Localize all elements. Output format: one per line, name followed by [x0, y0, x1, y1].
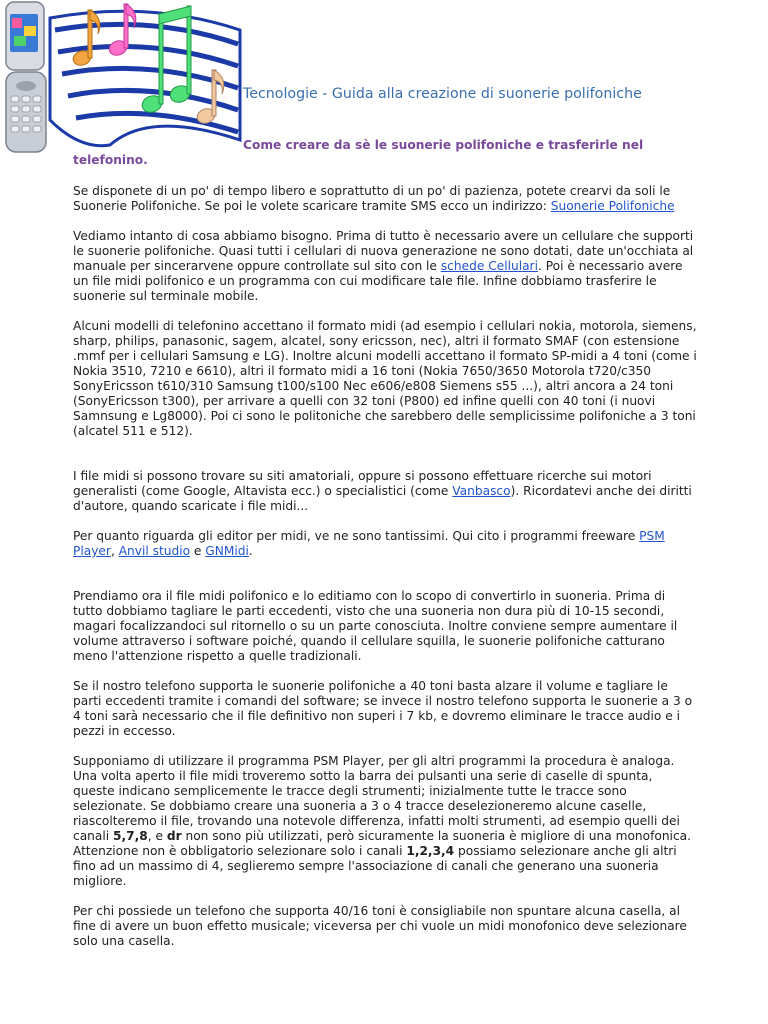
paragraph-5: [73, 529, 697, 559]
paragraph-5-text: Per quanto riguarda gli editor per midi, ve ne sono tantissimi. Qui cito i programmi freeware: [73, 529, 640, 543]
suonerie-polifoniche-link[interactable]: Suonerie Polifoniche: [550, 199, 675, 213]
paragraph-8-text-b: , e: [147, 829, 167, 843]
paragraph-8-text-c: non sono più utilizzati, però sicuramente la suoneria è migliore di una monofonica. Attenzione non è obbligatorio selezionare solo i canali: [73, 829, 691, 858]
paragraph-5-separator-1: ,: [110, 544, 119, 558]
paragraph-9: Per chi possiede un telefono che supporta 40/16 toni è consigliabile non spuntare alcuna casella, al fine di avere un buon effetto musicale; viceversa per chi vuole un midi monofonico deve selezionare solo una casella.: [73, 904, 687, 948]
paragraph-8-text-a: Supponiamo di utilizzare il programma PSM Player, per gli altri programmi la procedura è analoga. Una volta aperto il file midi troveremo sotto la barra dei pulsanti una serie di caselle di spunta, queste indicano semplicemente le tracce degli strumenti; inizialmente tutte le tracce sono selezionate. Se dobbiamo creare una suoneria a 3 o 4 tracce deselezioneremo alcune caselle, riascolteremo il file, trovando una notevole differenza, infatti molti strumenti, ad esempio quelli dei canali: [73, 754, 680, 843]
paragraph-3: Alcuni modelli di telefonino accettano il formato midi (ad esempio i cellulari nokia, motorola, siemens, sharp, philips, panasonic, sagem, alcatel, sony ericsson, nec), altri il formato SMAF (con estensione .mmf per i cellulari Samsung e LG). Inoltre alcuni modelli accettano il formato SP-midi a 4 toni (come i Nokia 3510, 7210 e 6610), altri il formato midi a 16 toni (Nokia 7650/3650 Motorola t720/c350 SonyEricsson t610/310 Samsung t100/s100 Nec e606/e808 Siemens s55 ...), altri ancora a 24 toni (SonyEricsson t300), per arrivare a quelli con 32 toni (P800) ed infine quelli con 40 toni (i nuovi Samnsung e Lg8000). Poi ci sono le politoniche che sarebbero delle semplicissime polifoniche a 3 toni (alcatel 511 e 512).: [73, 319, 697, 438]
schede-cellulari-link[interactable]: schede Cellulari: [440, 259, 538, 273]
paragraph-4: [73, 469, 697, 514]
paragraph-2-text-b: . Poi è necessario avere un file midi polifonico e un programma con cui modificare tale file. Infine dobbiamo trasferire le suonerie sul terminale mobile.: [73, 259, 683, 303]
channels-bold-3: 1,2,3,4: [406, 844, 455, 858]
vanbasco-link[interactable]: Vanbasco: [452, 484, 511, 498]
paragraph-1: [73, 184, 697, 214]
psm-player-link[interactable]: PSM Player: [73, 529, 665, 558]
cellphone-icon: [6, 2, 46, 152]
channels-bold-1: 5,7,8: [113, 829, 148, 843]
page-subtitle-text: Come creare da sè le suonerie polifoniche e trasferirle nel telefonino.: [73, 138, 644, 167]
page-title: Tecnologie - Guida alla creazione di suonerie polifoniche: [243, 86, 642, 102]
paragraph-5-separator-2: e: [190, 544, 206, 558]
paragraph-6: Prendiamo ora il file midi polifonico e lo editiamo con lo scopo di convertirlo in suoneria. Prima di tutto dobbiamo tagliare le parti eccedenti, visto che una suoneria non dura più di 10-15 secondi, magari focalizzandoci sul ritornello o su un parte conosciuta. Inoltre conviene sempre aumentare il volume attraverso i software poiché, quando il cellulare squilla, le suonerie polifoniche catturano meno l'attenzione rispetto a quelle tradizionali.: [73, 589, 678, 663]
paragraph-1-text: Se disponete di un po' di tempo libero e soprattutto di un po' di pazienza, potete crearvi da soli le Suonerie Polifoniche. Se poi le volete scaricare tramite SMS ecco un indirizzo:: [73, 184, 671, 213]
paragraph-4-text-a: I file midi si possono trovare su siti amatoriali, oppure si possono effettuare ricerche sui motori generalisti (come Google, Altavista ecc.) o specialistici (come: [73, 469, 652, 498]
anvil-studio-link[interactable]: Anvil studio: [118, 544, 191, 558]
paragraph-2-text-a: Vediamo intanto di cosa abbiamo bisogno. Prima di tutto è necessario avere un cellulare che supporti le suonerie polifoniche. Quasi tutti i cellulari di nuova generazione ne sono dotati, date un'occhiata al manuale per sincerarvene oppure controllate sul sito con le: [73, 229, 694, 273]
article-body: [73, 184, 697, 964]
paragraph-2: [73, 229, 697, 304]
paragraph-4-text-b: ). Ricordatevi anche dei diritti d'autore, quando scaricate i file midi...: [73, 484, 692, 513]
channels-bold-2: dr: [166, 829, 182, 843]
paragraph-8: [73, 754, 697, 889]
page-subtitle: [73, 138, 693, 168]
gnmidi-link[interactable]: GNMidi: [205, 544, 249, 558]
paragraph-8-text-d: possiamo selezionare anche gli altri fino ad un massimo di 4, seglieremo sempre l'associazione di canali che generano una suoneria migliore.: [73, 844, 677, 888]
paragraph-7: Se il nostro telefono supporta le suonerie polifoniche a 40 toni basta alzare il volume e tagliare le parti eccedenti tramite i comandi del software; se invece il nostro telefono supporta le suonerie a 3 o 4 toni sarà necessario che il file definitivo non superi i 7 kb, e dovremo eliminare le tracce audio e i pezzi in eccesso.: [73, 679, 693, 738]
paragraph-5-end: .: [248, 544, 253, 558]
header-illustration: [0, 0, 250, 160]
